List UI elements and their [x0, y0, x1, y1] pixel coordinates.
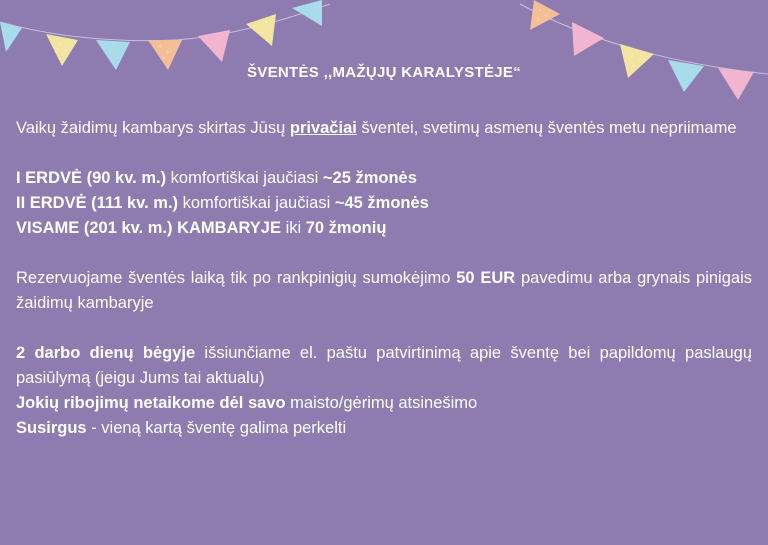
- space-name: II ERDVĖ (111 kv. m.): [16, 194, 179, 212]
- space-capacity: ~45 žmonės: [334, 194, 429, 212]
- bunting-dots: [55, 9, 641, 67]
- reservation-text: Rezervuojame šventės laiką tik po rankpinigių sumokėjimo: [16, 269, 457, 287]
- bunting-flag: [246, 14, 276, 46]
- bunting-flag: [292, 0, 322, 26]
- food-paragraph: [16, 391, 752, 416]
- space-line-1: [16, 166, 752, 191]
- space-text: iki: [280, 219, 306, 237]
- space-text: komfortiškai jaučiasi: [166, 169, 323, 187]
- main-content: [16, 116, 752, 441]
- space-name: I ERDVĖ (90 kv. m.): [16, 169, 167, 187]
- reservation-paragraph: [16, 266, 752, 316]
- reservation-text-end: pavedimu arba grynais pinigais žaidimų kambaryje: [16, 269, 752, 312]
- food-text: maisto/gėrimų atsinešimo: [285, 394, 478, 412]
- bunting-flag: [198, 30, 230, 62]
- illness-text: - vieną kartą šventę galima perkelti: [86, 419, 347, 437]
- space-line-2: [16, 191, 752, 216]
- bunting-flag: [0, 22, 22, 52]
- deposit-amount: 50 EUR: [456, 269, 516, 287]
- intro-text: Vaikų žaidimų kambarys skirtas Jūsų: [16, 119, 290, 137]
- space-capacity: 70 žmonių: [305, 219, 387, 237]
- illness-emphasis: Susirgus: [16, 419, 87, 437]
- confirmation-deadline: 2 darbo dienų bėgyje: [16, 344, 196, 362]
- intro-emphasis: privačiai: [289, 119, 357, 137]
- food-emphasis: Jokių ribojimų netaikome dėl savo: [16, 394, 286, 412]
- space-text: komfortiškai jaučiasi: [178, 194, 335, 212]
- space-line-3: [16, 216, 752, 241]
- intro-text-end: šventei, svetimų asmenų šventės metu nepriimame: [356, 119, 737, 137]
- bunting-string-left: [0, 4, 330, 41]
- confirmation-text: išsiunčiame el. paštu patvirtinimą apie šventę bei papildomų paslaugų pasiūlymą (jeigu Jums tai aktualu): [16, 344, 752, 387]
- confirmation-paragraph: [16, 341, 752, 391]
- bunting-flag: [530, 0, 560, 30]
- bunting-decoration: [0, 0, 768, 110]
- space-name: VISAME (201 kv. m.) KAMBARYJE: [16, 219, 281, 237]
- illness-paragraph: [16, 416, 752, 441]
- intro-paragraph: [16, 116, 752, 141]
- space-capacity: ~25 žmonės: [322, 169, 417, 187]
- bunting-flag: [46, 34, 78, 66]
- bunting-flag: [572, 22, 604, 56]
- page-title: ŠVENTĖS ,,MAŽŲJŲ KARALYSTĖJE“: [246, 64, 522, 81]
